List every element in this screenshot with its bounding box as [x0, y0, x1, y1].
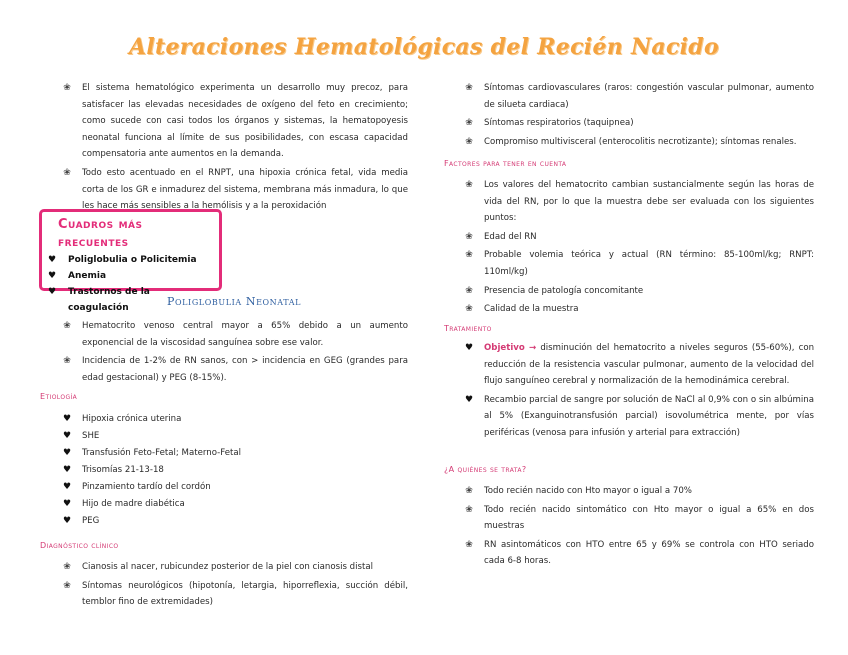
list-item: ♥ Trastornos de la coagulación: [48, 284, 213, 316]
right-column: [462, 80, 814, 150]
flower-bullet-icon: ❀: [63, 356, 71, 367]
flower-bullet-icon: ❀: [465, 180, 473, 190]
flower-bullet-icon: ❀: [465, 83, 473, 93]
list-item: ❀ Síntomas cardiovasculares (raros: congestión vascular pulmonar, aumento de silueta cardiaca): [462, 80, 814, 113]
heart-bullet-icon: ♥: [62, 482, 72, 492]
list-item: ♥ Hijo de madre diabética: [60, 496, 408, 513]
diagnostico-section: [60, 559, 408, 611]
list-item: ♥ PEG: [60, 513, 408, 530]
frequent-conditions-box: [39, 209, 222, 313]
flower-bullet-icon: ❀: [465, 285, 473, 296]
heart-bullet-icon: ♥: [62, 516, 72, 526]
list-item: ❀ RN asintomáticos con HTO entre 65 y 69% se controla con HTO seriado cada 6-8 horas.: [462, 537, 814, 570]
list-item: ❀ Edad del RN: [462, 229, 814, 246]
flower-bullet-icon: ❀: [63, 580, 71, 591]
list-item: ♥ Hipoxia crónica uterina: [60, 411, 408, 428]
quienes-section: [462, 483, 814, 570]
heart-bullet-icon: ♥: [464, 343, 474, 353]
list-item: ♥ Transfusión Feto-Fetal; Materno-Fetal: [60, 445, 408, 462]
list-item: ❀ Probable volemia teórica y actual (RN término: 85-100ml/kg; RNPT: 110ml/kg): [462, 247, 814, 280]
flower-bullet-icon: ❀: [63, 83, 71, 93]
diagnostico-heading: Diagnóstico clínico: [40, 541, 119, 550]
objetivo-label: Objetivo: [484, 343, 525, 353]
intro-paragraph-2: ❀ Todo esto acentuado en el RNPT, una hipoxia crónica fetal, vida media corta de los GR e inmadurez del sistema, membrana más inmadura, lo que les hace más sensibles a la hemólisis y a la peroxidación: [60, 165, 408, 215]
tratamiento-heading: Tratamiento: [444, 324, 492, 333]
list-item: ❀ Compromiso multivisceral (enterocolitis necrotizante); síntomas renales.: [462, 134, 814, 151]
heart-bullet-icon: ♥: [62, 465, 72, 475]
flower-bullet-icon: ❀: [63, 167, 71, 178]
flower-bullet-icon: ❀: [465, 304, 473, 315]
list-item: ❀ Los valores del hematocrito cambian sustancialmente según las horas de vida del RN, por lo que la muestra debe ser evaluada con los siguientes puntos:: [462, 177, 814, 227]
heart-bullet-icon: ♥: [62, 448, 72, 458]
left-column: [60, 80, 408, 215]
intro-paragraph-1: ❀ El sistema hematológico experimenta un desarrollo muy precoz, para satisfacer las elevadas necesidades de oxígeno del feto en crecimiento; como sucede con casi todos los órganos y sistemas, la hematopoyesis neonatal funciona al límite de sus posibilidades, con escasa capacidad compensatoria ante aumentos en la demanda.: [60, 80, 408, 163]
heart-bullet-icon: ♥: [48, 271, 57, 281]
list-item: ♥ Poliglobulia o Policitemia: [48, 252, 213, 268]
flower-bullet-icon: ❀: [465, 118, 473, 129]
flower-bullet-icon: ❀: [465, 250, 473, 261]
list-item: ❀ Síntomas respiratorios (taquipnea): [462, 115, 814, 132]
etiologia-heading: Etiología: [40, 392, 78, 401]
heart-bullet-icon: ♥: [62, 499, 72, 509]
flower-bullet-icon: ❀: [465, 136, 473, 147]
list-item: ❀ Síntomas neurológicos (hipotonía, letargia, hiporreflexia, succión débil, temblor fino de extremidades): [60, 578, 408, 611]
heart-bullet-icon: ♥: [62, 431, 72, 441]
list-item: ❀ Todo recién nacido sintomático con Hto mayor o igual a 65% en dos muestras: [462, 502, 814, 535]
list-item: ❀ Presencia de patología concomitante: [462, 283, 814, 300]
factores-heading: Factores para tener en cuenta: [444, 159, 567, 168]
list-item: ❀ Incidencia de 1-2% de RN sanos, con > incidencia en GEG (grandes para edad gestacional) y PEG (8-15%).: [60, 353, 408, 386]
list-item: ♥ Anemia: [48, 268, 213, 284]
flower-bullet-icon: ❀: [63, 562, 71, 572]
arrow-right-icon: →: [528, 343, 537, 353]
heart-bullet-icon: ♥: [62, 414, 72, 424]
flower-bullet-icon: ❀: [465, 539, 473, 550]
list-item: ♥ Trisomías 21-13-18: [60, 462, 408, 479]
box-title: Cuadros más frecuentes: [58, 217, 143, 250]
poliglobulia-section: [60, 318, 408, 386]
flower-bullet-icon: ❀: [465, 486, 473, 496]
list-item: ♥ Recambio parcial de sangre por solución de NaCl al 0,9% con o sin albúmina al 5% (Exanguinotransfusión parcial) isovolumétrica mente, por vías periféricas (venosa para infusión y arterial para extracción): [462, 392, 814, 442]
list-item: ❀ Todo recién nacido con Hto mayor o igual a 70%: [462, 483, 814, 500]
heart-bullet-icon: ♥: [48, 287, 57, 297]
heart-bullet-icon: ♥: [48, 255, 57, 265]
factores-section: [462, 177, 814, 318]
quienes-heading: ¿A quiénes se trata?: [444, 465, 527, 474]
list-item: ♥ Pinzamiento tardío del cordón: [60, 479, 408, 496]
list-item: ❀ Hematocrito venoso central mayor a 65% debido a un aumento exponencial de la viscosidad sanguínea sobre ese valor.: [60, 318, 408, 351]
etiologia-section: [60, 411, 408, 530]
page-title: Alteraciones Hematológicas del Recién Nacido: [129, 34, 719, 60]
flower-bullet-icon: ❀: [465, 231, 473, 242]
flower-bullet-icon: ❀: [465, 504, 473, 515]
list-item: ♥ Objetivo → disminución del hematocrito a niveles seguros (55-60%), con reducción de la resistencia vascular pulmonar, aumento de la velocidad del flujo sanguíneo cerebral y normalización de la hemodinámica cerebral.: [462, 340, 814, 390]
heart-bullet-icon: ♥: [464, 394, 474, 405]
list-item: ♥ SHE: [60, 428, 408, 445]
tratamiento-section: [462, 340, 814, 442]
flower-bullet-icon: ❀: [63, 321, 71, 331]
list-item: ❀ Cianosis al nacer, rubicundez posterior de la piel con cianosis distal: [60, 559, 408, 576]
list-item: ❀ Calidad de la muestra: [462, 301, 814, 318]
poliglobulia-heading: Poliglobulia Neonatal: [166, 295, 301, 308]
